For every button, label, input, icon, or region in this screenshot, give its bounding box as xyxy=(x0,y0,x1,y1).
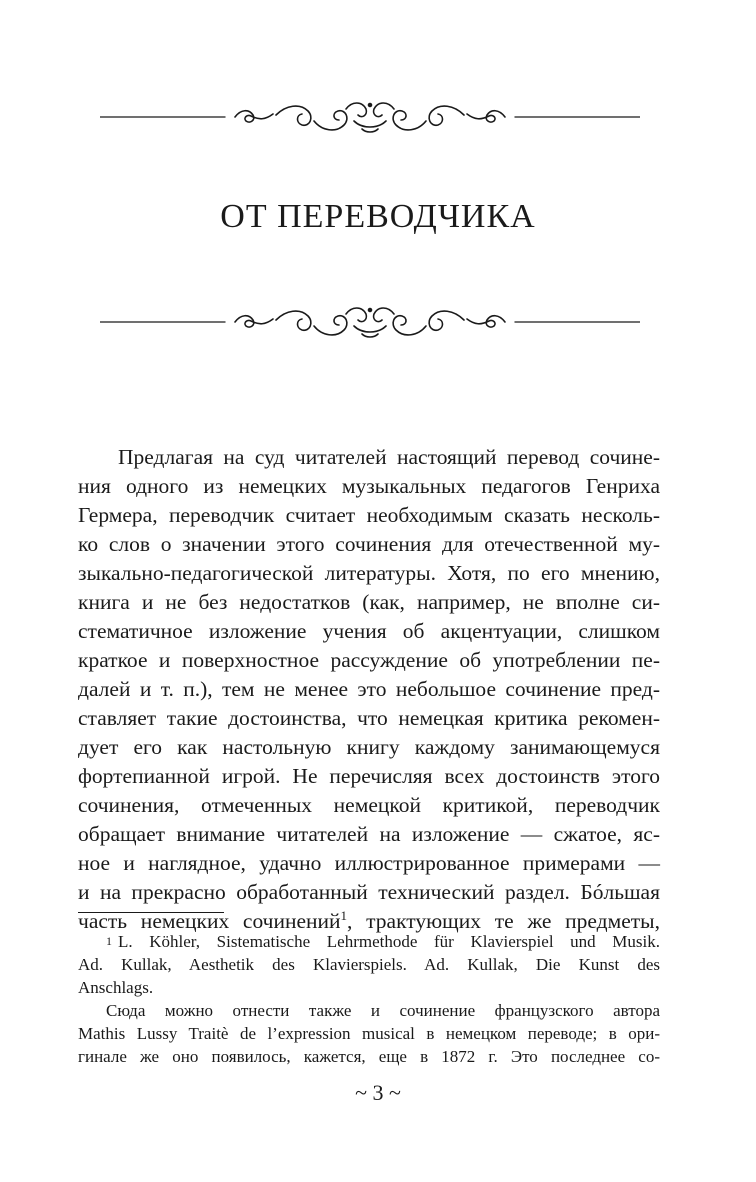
paragraph-line: ния одного из немецких музыкальных педагогов Генриха xyxy=(78,474,660,498)
paragraph-line: далей и т. п.), тем не менее это небольшое сочинение пред- xyxy=(78,677,660,701)
footnote-line: Сюда можно отнести также и сочинение французского автора xyxy=(106,1001,660,1020)
paragraph-line: краткое и поверхностное рассуждение об употреблении пе- xyxy=(78,648,660,672)
paragraph-line: дует его как настольную книгу каждому занимающемуся xyxy=(78,735,660,759)
paragraph-line: и на прекрасно обработанный технический раздел. Бóльшая xyxy=(78,880,660,904)
footnote-line: Ad. Kullak, Aesthetik des Klavierspiels. Ad. Kullak, Die Kunst des xyxy=(78,955,660,974)
paragraph-line: Предлагая на суд читателей настоящий перевод сочине- xyxy=(118,445,660,469)
footnote-line xyxy=(78,930,660,953)
footnote-marker: 1 xyxy=(106,934,112,948)
footnote xyxy=(78,930,660,1068)
paragraph-line: обращает внимание читателей на изложение — сжатое, яс- xyxy=(78,822,660,846)
paragraph-line: фортепианной игрой. Не перечисляя всех достоинств этого xyxy=(78,764,660,788)
paragraph-text: часть немецких сочинений xyxy=(78,909,341,933)
footnote-line: Anschlags. xyxy=(78,978,154,997)
footnote-divider xyxy=(78,912,224,913)
paragraph-line: книга и не без недостатков (как, например, не вполне си- xyxy=(78,590,660,614)
page-number: ~ 3 ~ xyxy=(355,1080,401,1105)
footnote-line: гинале же оно появилось, кажется, еще в 1872 г. Это последнее со- xyxy=(78,1047,660,1066)
footnote-line: Mathis Lussy Traitè de l’expression musical в немецком переводе; в ори- xyxy=(78,1024,660,1043)
flourish-divider-icon xyxy=(100,95,640,145)
flourish-divider-icon xyxy=(100,300,640,350)
paragraph-text: , трактующих те же предметы, xyxy=(347,909,660,933)
paragraph-line: Гермера, переводчик считает необходимым сказать несколь- xyxy=(78,503,660,527)
footnote-text: L. Köhler, Sistematische Lehrmethode für Klavierspiel und Musik. xyxy=(118,932,660,951)
paragraph-line: сочинения, отмеченных немецкой критикой, переводчик xyxy=(78,793,660,817)
paragraph-line: ко слов о значении этого сочинения для отечественной му- xyxy=(78,532,660,556)
paragraph-line: ное и наглядное, удачно иллюстрированное примерами — xyxy=(78,851,660,875)
footnote-reference[interactable]: 1 xyxy=(340,907,348,923)
paragraph-line: зыкально-педагогической литературы. Хотя, по его мнению, xyxy=(78,561,660,585)
main-paragraph xyxy=(78,443,660,936)
paragraph-line: ставляет такие достоинства, что немецкая критика рекомен- xyxy=(78,706,660,730)
paragraph-line: стематичное изложение учения об акцентуации, слишком xyxy=(78,619,660,643)
page-title: ОТ ПЕРЕВОДЧИКА xyxy=(220,198,536,235)
